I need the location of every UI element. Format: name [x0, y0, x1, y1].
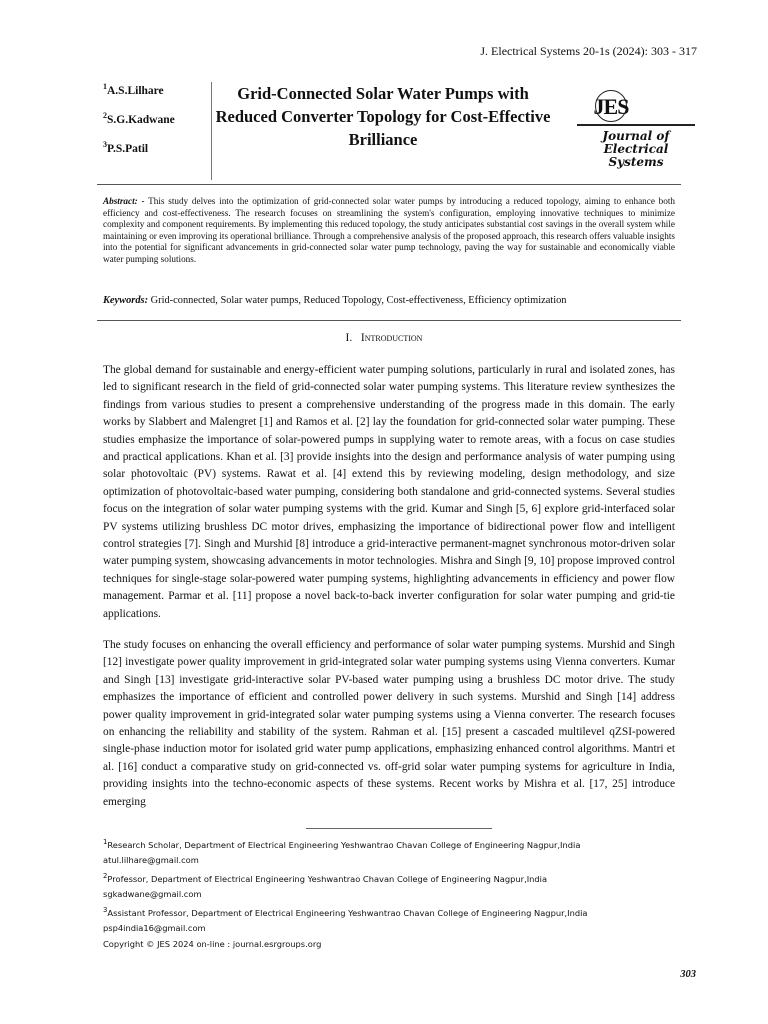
- footnote-3-sup: 3: [103, 906, 108, 914]
- footnote-3-text: Assistant Professor, Department of Electrical Engineering Yeshwantrao Chavan College of Engineering Nagpur,India: [107, 907, 588, 918]
- logo-name: [577, 130, 695, 169]
- author-1-sup: 1: [103, 82, 107, 91]
- journal-reference: J. Electrical Systems 20-1s (2024): 303 - 317: [480, 44, 697, 58]
- section-number: I.: [345, 332, 353, 344]
- logo-bar: [577, 124, 695, 126]
- keywords-text: Grid-connected, Solar water pumps, Reduced Topology, Cost-effectiveness, Efficiency optimization: [148, 295, 567, 306]
- footnote-rule: [306, 828, 492, 829]
- footnote-1: [103, 835, 663, 868]
- footnote-2-text: Professor, Department of Electrical Engineering Yeshwantrao Chavan College of Engineering Nagpur,India: [107, 873, 548, 884]
- author-2-sup: 2: [103, 111, 107, 120]
- page-number: 303: [680, 969, 696, 980]
- footnote-1-email: atul.lilhare@gmail.com: [103, 854, 199, 865]
- body-paragraph-1: The global demand for sustainable and energy-efficient water pumping solutions, particularly in rural and isolated zones, has led to significant research in the field of grid-connected solar water pumping systems. This literature review synthesizes the findings from various studies to present a comprehensive understanding of the progress made in this domain. The early works by Slabbert and Malengret [1] and Ramos et al. [2] lay the foundation for grid-connected solar water pumping. These studies emphasize the importance of solar-powered pumps in supplying water to remote areas, with a focus on case studies and practical applications. Khan et al. [3] provide insights into the design and performance analysis of water pumping using solar photovoltaic (PV) systems. Rawat et al. [4] extend this by reviewing modeling, design methodology, and size optimization of photovoltaic-based water pumping, considering both standalone and grid-connected systems. Several studies focus on the integration of solar water pumping systems with the grid. Kumar and Singh [5, 6] explore grid-interfaced solar PV systems utilizing brushless DC motor drives, emphasizing the importance of bidirectional power flow and intelligent control strategies [7]. Singh and Murshid [8] introduce a grid-interactive permanent-magnet synchronous motor-driven solar water pumping system, showcasing advancements in motor technologies. Mishra and Singh [9, 10] propose improved control techniques for single-stage solar-powered water pumping systems, highlighting advancements in efficiency and power flow management. Parmar et al. [11] propose a novel back-to-back inverter configuration for solar water pumping and grid-tie applications.: [103, 364, 675, 620]
- author-2-name: S.G.Kadwane: [107, 113, 175, 126]
- footnote-2: [103, 869, 663, 902]
- author-1: [103, 82, 164, 97]
- author-1-name: A.S.Lilhare: [107, 84, 164, 97]
- keywords-rule: [97, 320, 681, 321]
- abstract: [103, 196, 675, 266]
- footnote-1-sup: 1: [103, 838, 108, 846]
- author-3-name: P.S.Patil: [107, 142, 149, 155]
- author-3-sup: 3: [103, 140, 107, 149]
- author-2: [103, 111, 175, 126]
- keywords: [103, 295, 675, 306]
- title-divider: [211, 82, 212, 180]
- section-heading: [0, 332, 768, 344]
- footnote-1-text: Research Scholar, Department of Electrical Engineering Yeshwantrao Chavan College of Engineering Nagpur,India: [107, 839, 581, 850]
- logo-line-2: Electrical: [603, 142, 669, 156]
- author-3: [103, 140, 148, 155]
- logo-line-3: Systems: [608, 155, 664, 169]
- logo-line-1: Journal of: [602, 129, 670, 143]
- keywords-label: Keywords:: [103, 295, 149, 306]
- logo-abbr: JES: [593, 94, 629, 119]
- abstract-text: This study delves into the optimization of grid-connected solar water pumps by introducing a reduced topology, aiming to enhance both efficiency and cost-effectiveness. The research focuses on streamlining the system's configuration, employing innovative techniques to minimize complexity and component requirements. By implementing this reduced topology, the study anticipates substantial cost savings in the overall system while maintaining or even improving its operational brilliance. Through a comprehensive analysis of the proposed approach, this research offers valuable insights into the potential for significant advancements in grid-connected solar water pump technology, paving the way for sustainable and economically viable water pumping solutions.: [103, 196, 675, 264]
- abstract-label: Abstract: -: [103, 196, 145, 206]
- footnote-3-email: psp4india16@gmail.com: [103, 922, 206, 933]
- footnote-2-email: sgkadwane@gmail.com: [103, 888, 202, 899]
- footnote-3: [103, 903, 663, 936]
- header-rule: [97, 184, 681, 185]
- section-title: Introduction: [360, 332, 423, 344]
- body-paragraph-2: The study focuses on enhancing the overall efficiency and performance of solar water pumping systems. Murshid and Singh [12] investigate power quality improvement in grid-integrated solar water pumping systems using Vienna converters. Kumar and Singh [13] investigate grid-interactive solar PV-based water pumping using a brushless DC motor drive. The study emphasizes the importance of efficient and controlled power delivery in such systems. Murshid and Singh [14] address power quality improvement in grid-integrated solar water pumping systems using a Vienna converter. The research focuses on enhancing the reliability and stability of the system. Rahman et al. [15] present a cascaded multilevel qZSI-powered single-phase induction motor for isolated grid water pump applications, emphasizing enhanced control algorithms. Mantri et al. [16] conduct a comparative study on grid-connected vs. off-grid solar water pumping systems for agriculture in India, providing insights into the techno-economic aspects of these systems. Recent works by Mishra et al. [17, 25] introduce emerging: [103, 639, 675, 808]
- footnote-2-sup: 2: [103, 872, 108, 880]
- journal-logo: [577, 90, 695, 180]
- paper-title: Grid-Connected Solar Water Pumps with Reduced Converter Topology for Cost-Effective Brilliance: [215, 84, 551, 149]
- copyright: Copyright © JES 2024 on-line : journal.esrgroups.org: [103, 939, 322, 949]
